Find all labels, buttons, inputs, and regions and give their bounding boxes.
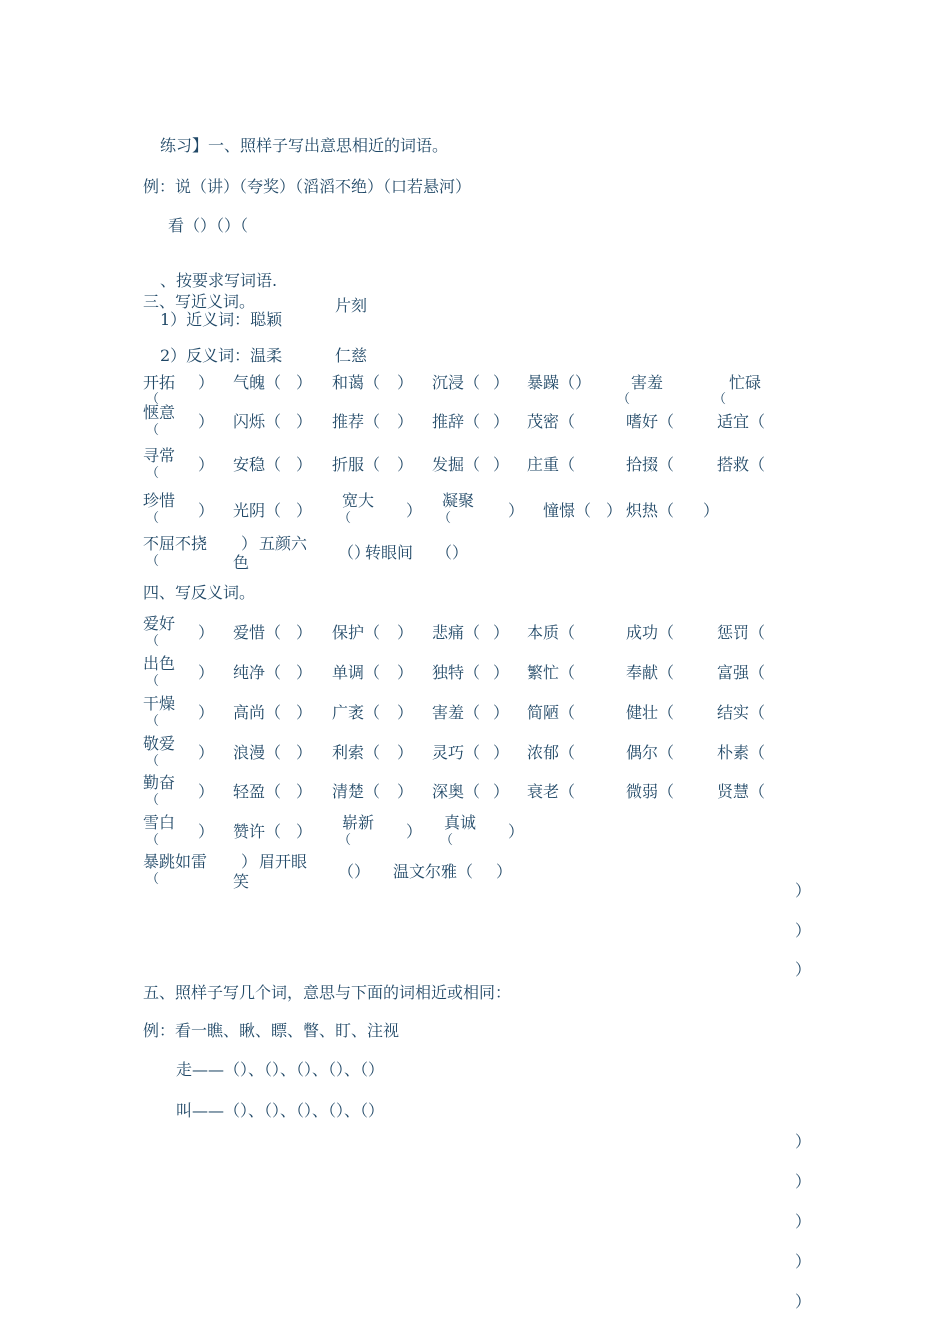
word-cell: 庄重（ bbox=[527, 455, 576, 474]
sub1-tail: 片刻 bbox=[335, 296, 368, 315]
word-cell: 寻常 bbox=[143, 446, 176, 465]
word-wrap-clip bbox=[233, 872, 253, 891]
word-cell: 偶尔（ bbox=[626, 743, 675, 762]
paren-close: ） bbox=[493, 623, 510, 642]
paren-close: ） bbox=[397, 412, 414, 431]
paren-close: ） bbox=[296, 663, 313, 682]
word-cell: 悲痛（ bbox=[432, 623, 481, 642]
paren-close: ） bbox=[397, 743, 414, 762]
word-cell: 朴素（ bbox=[717, 743, 766, 762]
word-cell: 浪漫（ bbox=[233, 743, 282, 762]
section3-title: 三、写近义词。 bbox=[143, 292, 256, 311]
zou-line: 走——（）、（）、（）、（）、（） bbox=[176, 1060, 385, 1079]
word-cell: 富强（ bbox=[717, 663, 766, 682]
paren-close: ） bbox=[493, 412, 510, 431]
paren-close: ） bbox=[198, 373, 215, 392]
paren-open: （ bbox=[338, 511, 352, 526]
paren-close: ） bbox=[406, 501, 423, 520]
paren-open: （ bbox=[146, 833, 160, 848]
margin-paren: ） bbox=[795, 921, 812, 940]
paren-close: ） bbox=[397, 373, 414, 392]
margin-paren: ） bbox=[795, 1292, 812, 1311]
word-cell: 珍惜 bbox=[143, 491, 176, 510]
word-cell: 害羞 bbox=[631, 373, 664, 392]
section5-example: 例：看一瞧、瞅、瞟、瞥、盯、注视 bbox=[143, 1021, 400, 1040]
paren-pair: （） bbox=[338, 862, 371, 881]
paren-open: （ bbox=[146, 554, 160, 569]
word-cell: 害羞（ bbox=[432, 703, 481, 722]
margin-paren: ） bbox=[795, 881, 812, 900]
paren-close: ） bbox=[296, 373, 313, 392]
synonym-subheading: 1）近义词：聪颖 bbox=[160, 310, 283, 329]
paren-close: ） bbox=[198, 623, 215, 642]
paren-close: ） bbox=[296, 501, 313, 520]
word-cell: 适宜（ bbox=[717, 412, 766, 431]
word-cell: 爱惜（ bbox=[233, 623, 282, 642]
word-cell: 眉开眼 bbox=[259, 852, 308, 871]
paren-close: ） bbox=[198, 412, 215, 431]
paren-open: （ bbox=[338, 833, 352, 848]
paren-close: ） bbox=[198, 703, 215, 722]
word-cell: 灵巧（ bbox=[432, 743, 481, 762]
word-cell: 赞许（ bbox=[233, 822, 282, 841]
word-cell: 奉献（ bbox=[626, 663, 675, 682]
paren-open: （ bbox=[146, 634, 160, 649]
paren-close: ） bbox=[296, 822, 313, 841]
paren-open: （ bbox=[146, 674, 160, 689]
paren-close: ） bbox=[198, 743, 215, 762]
paren-close: ） bbox=[198, 822, 215, 841]
paren-close: ） bbox=[198, 455, 215, 474]
paren-close: ） bbox=[508, 501, 525, 520]
word-cell: 深奥（ bbox=[432, 782, 481, 801]
paren-close: ） bbox=[198, 782, 215, 801]
word-cell: 嗜好（ bbox=[626, 412, 675, 431]
word-cell: 清楚（ bbox=[332, 782, 381, 801]
paren-open: （ bbox=[438, 511, 452, 526]
word-cell: 憧憬（ bbox=[543, 501, 592, 520]
word-cell: 浓郁（ bbox=[527, 743, 576, 762]
word-cell: 推荐（ bbox=[332, 412, 381, 431]
word-cell: 简陋（ bbox=[527, 703, 576, 722]
margin-paren: ） bbox=[795, 1132, 812, 1151]
word-cell: 忙碌 bbox=[729, 373, 762, 392]
word-cell: 转眼间 bbox=[365, 543, 414, 562]
word-cell: 独特（ bbox=[432, 663, 481, 682]
paren-close: ） bbox=[493, 663, 510, 682]
word-cell: 结实（ bbox=[717, 703, 766, 722]
margin-paren: ） bbox=[795, 1172, 812, 1191]
paren-close: ） bbox=[198, 501, 215, 520]
paren-close: ） bbox=[493, 703, 510, 722]
word-cell: 气魄（ bbox=[233, 373, 282, 392]
word-cell: 光阴（ bbox=[233, 501, 282, 520]
paren-close: ） bbox=[198, 663, 215, 682]
word-cell: 茂密（ bbox=[527, 412, 576, 431]
word-cell: 和蔼（ bbox=[332, 373, 381, 392]
word-cell: 惬意 bbox=[143, 403, 176, 422]
paren-close: ） bbox=[296, 412, 313, 431]
word-cell: 暴躁（） bbox=[527, 373, 592, 392]
paren-close: ） bbox=[241, 852, 258, 871]
word-cell: 爱好 bbox=[143, 614, 176, 633]
word-cell: 沉浸（ bbox=[432, 373, 481, 392]
paren-close: ） bbox=[397, 703, 414, 722]
word-cell: 开拓 bbox=[143, 373, 176, 392]
word-cell: 安稳（ bbox=[233, 455, 282, 474]
paren-close: ） bbox=[296, 743, 313, 762]
word-cell: 利索（ bbox=[332, 743, 381, 762]
word-cell: 轻盈（ bbox=[233, 782, 282, 801]
paren-open: （ bbox=[146, 793, 160, 808]
paren-pair: （） bbox=[338, 543, 371, 562]
word-cell: 炽热（ bbox=[626, 501, 675, 520]
paren-open: （ bbox=[713, 392, 727, 407]
word-cell: 凝聚 bbox=[442, 491, 475, 510]
paren-open-clip bbox=[146, 872, 160, 887]
word-cell: 不屈不挠 bbox=[143, 534, 208, 553]
paren-open: （ bbox=[146, 466, 160, 481]
paren-close: ） bbox=[296, 455, 313, 474]
paren-close: ） bbox=[296, 623, 313, 642]
jiao-line: 叫——（）、（）、（）、（）、（） bbox=[176, 1101, 385, 1120]
paren-open: （ bbox=[146, 423, 160, 438]
word-cell: 拾掇（ bbox=[626, 455, 675, 474]
paren-close: ） bbox=[493, 782, 510, 801]
word-cell: 真诚 bbox=[444, 813, 477, 832]
paren-close: ） bbox=[397, 663, 414, 682]
paren-close: ） bbox=[397, 782, 414, 801]
word-cell: 干燥 bbox=[143, 694, 176, 713]
margin-paren: ） bbox=[795, 960, 812, 979]
paren-close: ） bbox=[493, 455, 510, 474]
paren-close: ） bbox=[606, 501, 623, 520]
paren-open: （ bbox=[146, 872, 160, 887]
sub2-tail: 仁慈 bbox=[335, 346, 368, 365]
paren-close: ） bbox=[296, 703, 313, 722]
paren-open: （ bbox=[146, 714, 160, 729]
paren-close: ） bbox=[241, 534, 258, 553]
word-cell: 五颜六 bbox=[259, 534, 308, 553]
word-cell: 健壮（ bbox=[626, 703, 675, 722]
paren-close: ） bbox=[493, 743, 510, 762]
paren-close: ） bbox=[496, 862, 513, 881]
word-cell: 搭救（ bbox=[717, 455, 766, 474]
paren-close: ） bbox=[397, 623, 414, 642]
section5-title: 五、照样子写几个词，意思与下面的词相近或相同： bbox=[143, 983, 512, 1002]
sub2-clip bbox=[160, 346, 320, 365]
word-cell: 闪烁（ bbox=[233, 412, 282, 431]
paren-open: （ bbox=[146, 754, 160, 769]
paren-open: （ bbox=[146, 511, 160, 526]
word-cell: 崭新 bbox=[342, 813, 375, 832]
paren-close: ） bbox=[493, 373, 510, 392]
margin-paren: ） bbox=[795, 1212, 812, 1231]
word-cell: 成功（ bbox=[626, 623, 675, 642]
word-cell: 勤奋 bbox=[143, 773, 176, 792]
paren-close: ） bbox=[406, 822, 423, 841]
word-cell: 贤慧（ bbox=[717, 782, 766, 801]
paren-open: （ bbox=[440, 833, 454, 848]
section2-title: 、按要求写词语. bbox=[160, 271, 278, 290]
kan-line: 看（）（）（ bbox=[168, 216, 249, 235]
paren-close: ） bbox=[703, 501, 720, 520]
margin-paren: ） bbox=[795, 1252, 812, 1271]
word-cell-wrap: 笑 bbox=[233, 872, 250, 891]
word-cell: 惩罚（ bbox=[717, 623, 766, 642]
word-cell: 宽大 bbox=[342, 491, 375, 510]
word-cell: 本质（ bbox=[527, 623, 576, 642]
paren-open: （ bbox=[617, 392, 631, 407]
section4-title: 四、写反义词。 bbox=[143, 583, 256, 602]
exercise-title: 练习】一、照样子写出意思相近的词语。 bbox=[160, 136, 449, 155]
word-cell-wrap: 色 bbox=[233, 553, 250, 572]
paren-pair: （） bbox=[436, 543, 469, 562]
word-cell: 折服（ bbox=[332, 455, 381, 474]
paren-open: （ bbox=[146, 392, 160, 407]
sub1-tail-clip bbox=[335, 296, 395, 315]
word-cell: 纯净（ bbox=[233, 663, 282, 682]
word-cell: 敬爱 bbox=[143, 734, 176, 753]
word-cell: 温文尔雅（ bbox=[393, 862, 474, 881]
word-cell: 微弱（ bbox=[626, 782, 675, 801]
word-cell: 衰老（ bbox=[527, 782, 576, 801]
word-cell: 雪白 bbox=[143, 813, 176, 832]
sub2-tail-clip bbox=[335, 346, 395, 365]
word-cell: 保护（ bbox=[332, 623, 381, 642]
word-cell: 高尚（ bbox=[233, 703, 282, 722]
paren-close: ） bbox=[397, 455, 414, 474]
paren-close: ） bbox=[508, 822, 525, 841]
word-cell: 广袤（ bbox=[332, 703, 381, 722]
word-cell: 繁忙（ bbox=[527, 663, 576, 682]
word-cell: 暴跳如雷 bbox=[143, 852, 208, 871]
word-cell: 单调（ bbox=[332, 663, 381, 682]
antonym-subheading: 2）反义词：温柔 bbox=[160, 346, 283, 365]
sub1-clip bbox=[160, 310, 320, 329]
word-cell: 发掘（ bbox=[432, 455, 481, 474]
paren-close: ） bbox=[296, 782, 313, 801]
word-cell: 推辞（ bbox=[432, 412, 481, 431]
example-line: 例：说（讲）（夸奖）（滔滔不绝）（口若悬河） bbox=[143, 177, 472, 196]
word-cell: 出色 bbox=[143, 654, 176, 673]
